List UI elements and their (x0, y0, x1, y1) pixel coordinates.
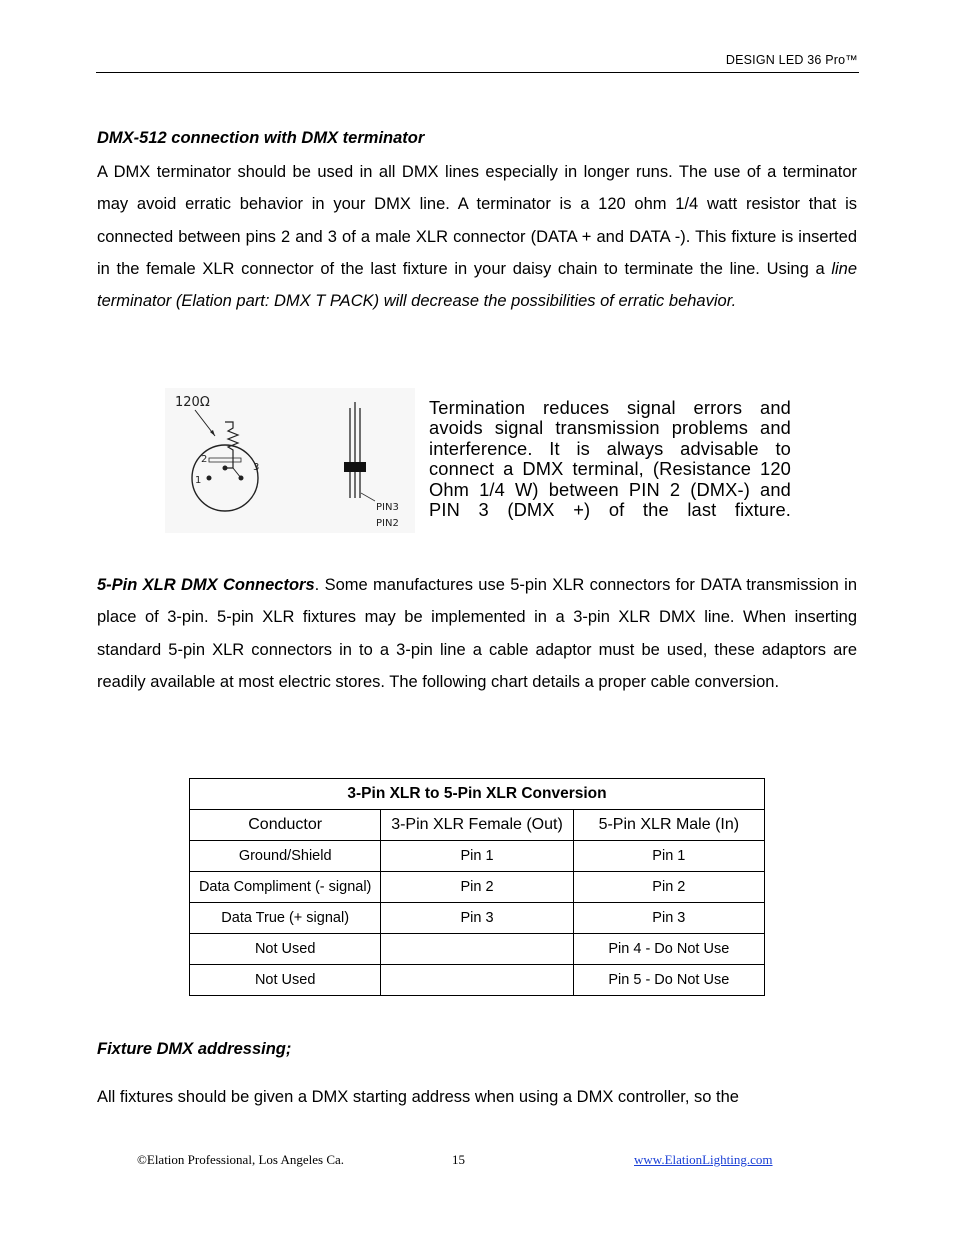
table-header-cell: Conductor (190, 810, 381, 841)
footer-copyright: ©Elation Professional, Los Angeles Ca. (137, 1152, 345, 1167)
table-header-row (190, 810, 765, 841)
pin2-label: 2 (201, 454, 208, 465)
table-cell: Ground/Shield (190, 841, 381, 872)
table-cell (381, 965, 573, 996)
section-title-5pin: 5-Pin XLR DMX Connectors (97, 576, 315, 594)
paragraph-plain-text: A DMX terminator should be used in all DMX lines especially in longer runs. The use of a terminator may avoid erratic behavior in your DMX line. A terminator is a 120 ohm 1/4 watt resistor that is connected between pins 2 and 3 of a male XLR connector (DATA + and DATA -). This fixture is inserted in the female XLR connector of the last fixture in your daisy chain to terminate the line. Using a (97, 163, 857, 278)
paragraph-5pin-text: . Some manufactures use 5-pin XLR connectors for DATA transmission in place of 3-pin. 5-pin XLR fixtures may be implemented in a 3-pin XLR DMX line. When inserting standard 5-pin XLR connectors in to a 3-pin line a cable adaptor must be used, these adaptors are readily available at most electric stores. The following chart details a proper cable conversion. (97, 576, 858, 691)
table-caption: 3-Pin XLR to 5-Pin XLR Conversion (190, 779, 765, 810)
pin1-label: 1 (195, 475, 202, 486)
table-cell: Pin 1 (573, 841, 764, 872)
resistor-label: 120Ω (175, 395, 210, 410)
paragraph-dmx-terminator (97, 156, 857, 317)
table-row (190, 841, 765, 872)
footer-website-link[interactable]: www.ElationLighting.com (634, 1152, 773, 1167)
terminator-diagram (165, 388, 415, 533)
header-rule (96, 72, 859, 73)
termination-note: Termination reduces signal errors and avoids signal transmission problems and interference. It is always advisable to connect a DMX terminal, (Resistance 120 Ohm 1/4 W) between PIN 2 (DMX-) and PIN 3 (DMX +) of the last fixture. (429, 397, 791, 521)
paragraph-dmx-addressing: All fixtures should be given a DMX starting address when using a DMX controller, so the (97, 1088, 739, 1106)
table-row (190, 934, 765, 965)
table-cell: Not Used (190, 965, 381, 996)
pin3-label: 3 (253, 462, 260, 473)
table-cell: Pin 2 (573, 872, 764, 903)
table-cell: Not Used (190, 934, 381, 965)
table-row (190, 965, 765, 996)
table-cell: Pin 1 (381, 841, 573, 872)
pin2-callout: PIN2 (376, 518, 399, 529)
section-title-dmx-terminator: DMX-512 connection with DMX terminator (97, 129, 425, 147)
table-cell: Pin 3 (381, 903, 573, 934)
plug-body (344, 462, 366, 472)
table-cell: Pin 4 - Do Not Use (573, 934, 764, 965)
table-row (190, 903, 765, 934)
pin3-callout: PIN3 (376, 502, 399, 513)
table-header-cell: 5-Pin XLR Male (In) (573, 810, 764, 841)
paragraph-5pin-connectors (97, 569, 857, 698)
running-header: DESIGN LED 36 Pro™ (725, 53, 858, 67)
table-cell: Pin 2 (381, 872, 573, 903)
section-title-dmx-addressing: Fixture DMX addressing; (97, 1040, 292, 1058)
paragraph-italic-text: line terminator (Elation part: DMX T PACK) will decrease the possibilities of erratic behavior. (97, 259, 857, 311)
table-cell: Data Compliment (- signal) (190, 872, 381, 903)
table-cell: Pin 3 (573, 903, 764, 934)
page-number: 15 (452, 1152, 465, 1167)
table-header-cell: 3-Pin XLR Female (Out) (381, 810, 573, 841)
conversion-table (189, 778, 765, 996)
table-row (190, 872, 765, 903)
xlr-terminator-drawing (165, 388, 415, 533)
table-cell: Pin 5 - Do Not Use (573, 965, 764, 996)
table-cell (381, 934, 573, 965)
table-cell: Data True (+ signal) (190, 903, 381, 934)
